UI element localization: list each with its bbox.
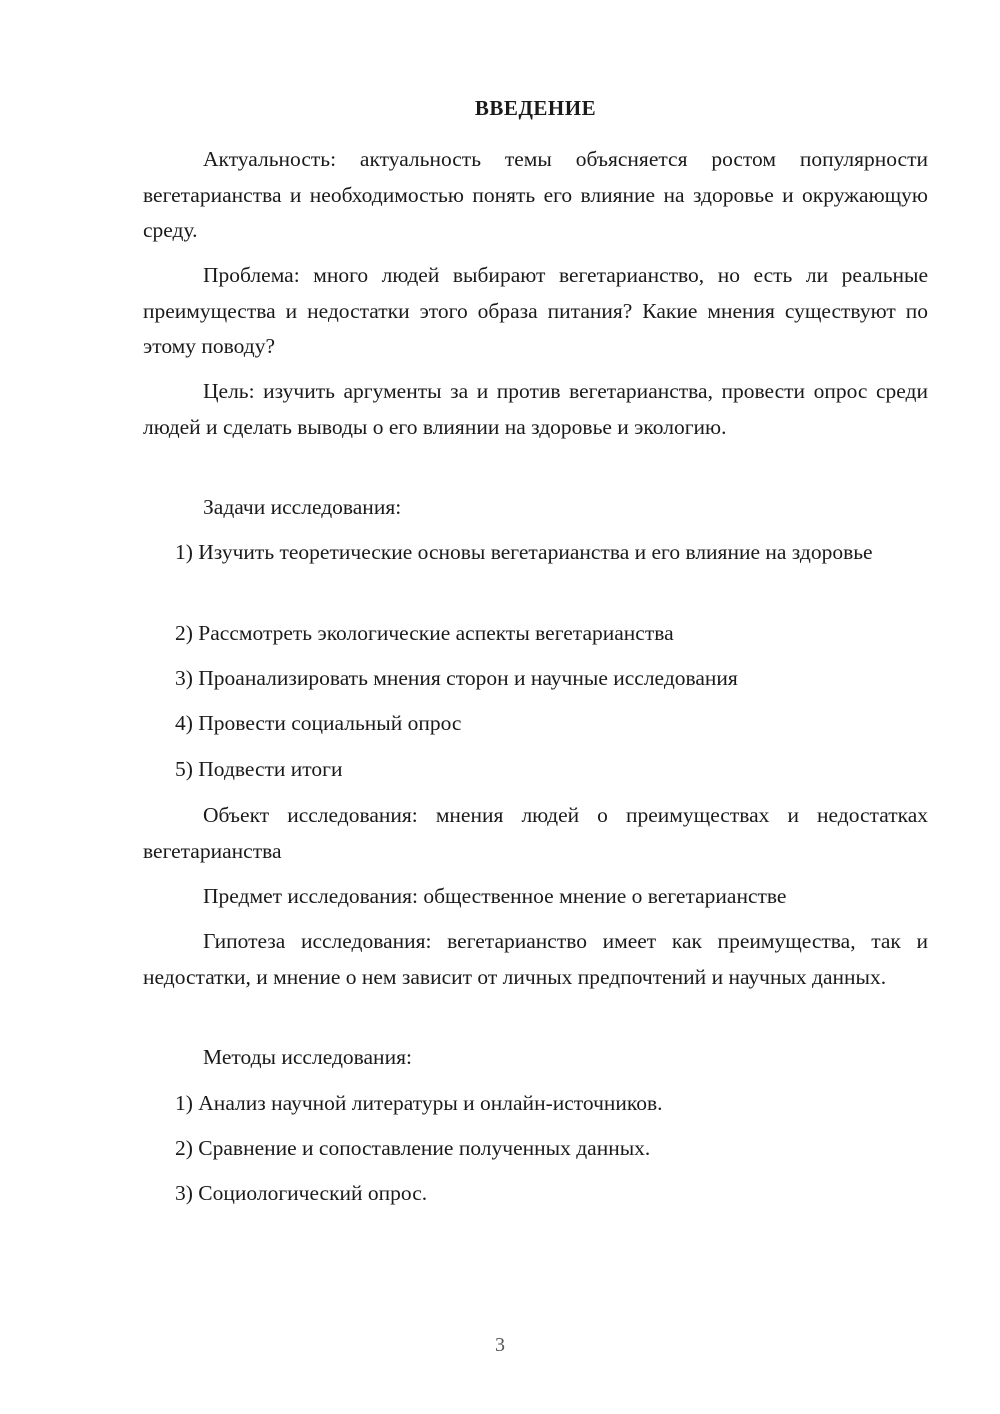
subject-paragraph: Предмет исследования: общественное мнение о вегетарианстве xyxy=(203,884,787,908)
goal-paragraph: Цель: изучить аргументы за и против вегетарианства, провести опрос среди людей и сделать выводы о его влиянии на здоровье и экологию. xyxy=(143,379,928,439)
task-item: 3) Проанализировать мнения сторон и научные исследования xyxy=(175,666,738,690)
method-item: 3) Социологический опрос. xyxy=(175,1181,428,1205)
problem-paragraph: Проблема: много людей выбирают вегетарианство, но есть ли реальные преимущества и недостатки этого образа питания? Какие мнения существуют по этому поводу? xyxy=(143,263,928,358)
methods-title: Методы исследования: xyxy=(203,1045,412,1069)
tasks-title: Задачи исследования: xyxy=(203,495,402,519)
task-item: 2) Рассмотреть экологические аспекты вегетарианства xyxy=(175,621,674,645)
object-paragraph: Объект исследования: мнения людей о преимуществах и недостатках вегетарианства xyxy=(143,803,928,863)
relevance-paragraph: Актуальность: актуальность темы объясняется ростом популярности вегетарианства и необходимостью понять его влияние на здоровье и окружающую среду. xyxy=(143,147,928,242)
hypothesis-paragraph: Гипотеза исследования: вегетарианство имеет как преимущества, так и недостатки, и мнение о нем зависит от личных предпочтений и научных данных. xyxy=(143,929,928,989)
task-item: 4) Провести социальный опрос xyxy=(175,711,462,735)
page-number: 3 xyxy=(495,1334,505,1356)
method-item: 1) Анализ научной литературы и онлайн-источников. xyxy=(175,1091,663,1115)
section-heading: ВВЕДЕНИЕ xyxy=(474,96,597,120)
method-item: 2) Сравнение и сопоставление полученных данных. xyxy=(175,1136,651,1160)
task-item: 1) Изучить теоретические основы вегетарианства и его влияние на здоровье xyxy=(175,540,873,564)
task-item: 5) Подвести итоги xyxy=(175,757,343,781)
